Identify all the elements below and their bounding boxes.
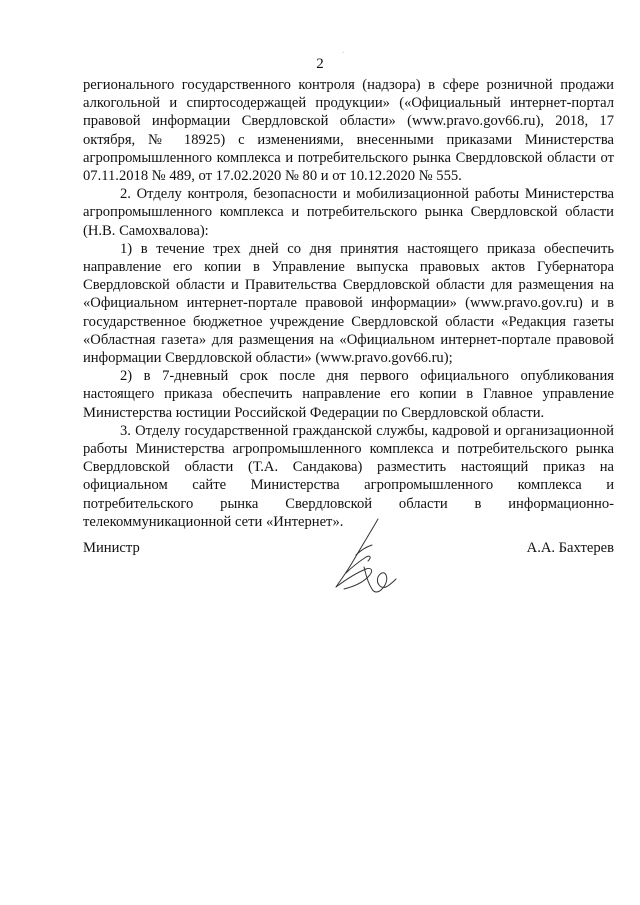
paragraph-item-3: 3. Отделу государственной гражданской службы, кадровой и организационной работы Министерства агропромышленного комплекса и потребительского рынка Свердловской области (Т.А. Сандакова) разместить настоящий приказ на официальном сайте Министерства агропромышленного комплекса и потребительского рынка Свердловской области в информационно-телекоммуникационной сети «Интернет». [83, 422, 614, 530]
signatory-title: Министр [83, 540, 140, 556]
signatory-name: А.А. Бахтерев [526, 540, 614, 556]
page-mark: · [342, 50, 344, 56]
paragraph-continuation: регионального государственного контроля (надзора) в сфере розничной продажи алкогольной и спиртосодержащей продукции» («Официальный интернет-портал правовой информации Свердловской области» (www.pravo.gov66.ru), 2018, 17 октября, № 18925) с изменениями, внесенными приказами Министерства агропромышленного комплекса и потребительского рынка Свердловской области от 07.11.2018 № 489, от 17.02.2020 № 80 и от 10.12.2020 № 555. [83, 77, 614, 185]
handwritten-signature [326, 515, 398, 597]
paragraph-subitem-1: 1) в течение трех дней со дня принятия настоящего приказа обеспечить направление его копии в Управление выпуска правовых актов Губернатора Свердловской области и Правительства Свердловской области для размещения на «Официальном интернет-портале правовой информации» (www.pravo.gov.ru) и в государственное бюджетное учреждение Свердловской области «Редакция газеты «Областная газета» для размещения на «Официальном интернет-портале правовой информации Свердловской области» (www.pravo.gov66.ru); [83, 240, 614, 367]
document-body [83, 76, 614, 531]
paragraph-subitem-2: 2) в 7-дневный срок после дня первого официального опубликования настоящего приказа обеспечить направление его копии в Главное управление Министерства юстиции Российской Федерации по Свердловской области. [83, 368, 614, 421]
page-number: 2 [316, 56, 324, 72]
paragraph-item-2: 2. Отделу контроля, безопасности и мобилизационной работы Министерства агропромышленного комплекса и потребительского рынка Свердловской области (Н.В. Самохвалова): [83, 186, 614, 239]
